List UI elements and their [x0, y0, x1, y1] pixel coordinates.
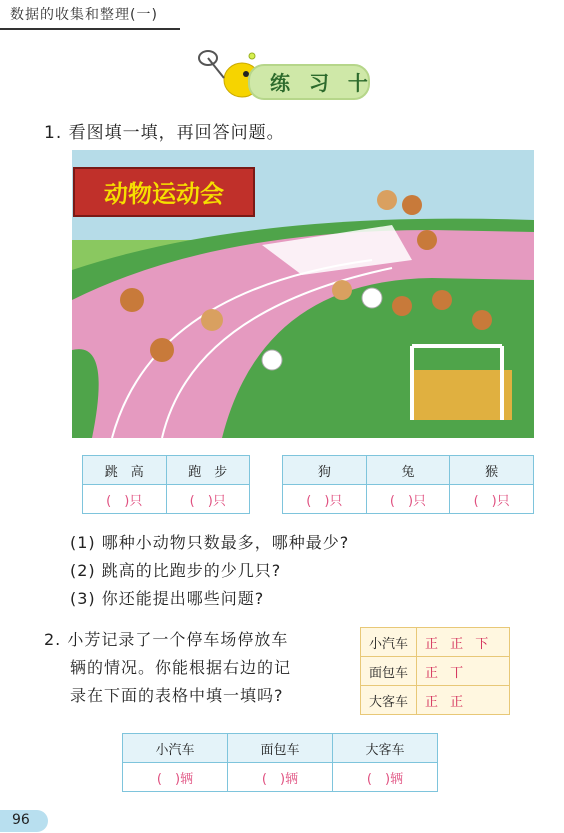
banner-text: 动物运动会: [104, 180, 224, 208]
header-running: 跑 步: [166, 456, 250, 485]
header-dog: 狗: [283, 456, 367, 485]
blank-dog: ( )只: [283, 485, 367, 514]
vehicle-count-table: [122, 733, 438, 792]
chapter-header: 数据的收集和整理(一): [10, 7, 158, 23]
header-monkey: 猴: [450, 456, 534, 485]
blank-running: ( )只: [166, 485, 250, 514]
question-2-line-3: 录在下面的表格中填一填吗?: [70, 686, 284, 705]
blank-high-jump: ( )只: [83, 485, 167, 514]
subquestion-3: (3) 你还能提出哪些问题?: [70, 589, 265, 608]
exercise-title: 练 习 十: [270, 71, 374, 95]
tally-marks-car: 正 正 下: [417, 628, 510, 657]
tally-record-table: [360, 627, 510, 715]
header-bus: 大客车: [333, 734, 438, 763]
question-2-line-1: 2. 小芳记录了一个停车场停放车: [44, 630, 289, 649]
page-number-tab: [0, 810, 48, 832]
subquestion-2: (2) 跳高的比跑步的少几只?: [70, 561, 282, 580]
header-rule: [0, 28, 180, 30]
header-high-jump: 跳 高: [83, 456, 167, 485]
animal-count-table: [282, 455, 534, 514]
page-number: 96: [12, 812, 30, 828]
tally-label-car: 小汽车: [361, 628, 417, 657]
blank-car: ( )辆: [123, 763, 228, 792]
blank-bus: ( )辆: [333, 763, 438, 792]
blank-van: ( )辆: [228, 763, 333, 792]
subquestion-1: (1) 哪种小动物只数最多，哪种最少?: [70, 533, 350, 552]
blank-monkey: ( )只: [450, 485, 534, 514]
sport-count-table: [82, 455, 250, 514]
tally-label-bus: 大客车: [361, 686, 417, 715]
tally-label-van: 面包车: [361, 657, 417, 686]
tally-marks-van: 正 丅: [417, 657, 510, 686]
question-1-prompt: 1. 看图填一填，再回答问题。: [44, 123, 285, 143]
blank-rabbit: ( )只: [366, 485, 450, 514]
tally-marks-bus: 正 正: [417, 686, 510, 715]
header-van: 面包车: [228, 734, 333, 763]
question-2-line-2: 辆的情况。你能根据右边的记: [70, 658, 292, 677]
sports-meet-illustration: [72, 150, 534, 438]
header-rabbit: 兔: [366, 456, 450, 485]
header-car: 小汽车: [123, 734, 228, 763]
